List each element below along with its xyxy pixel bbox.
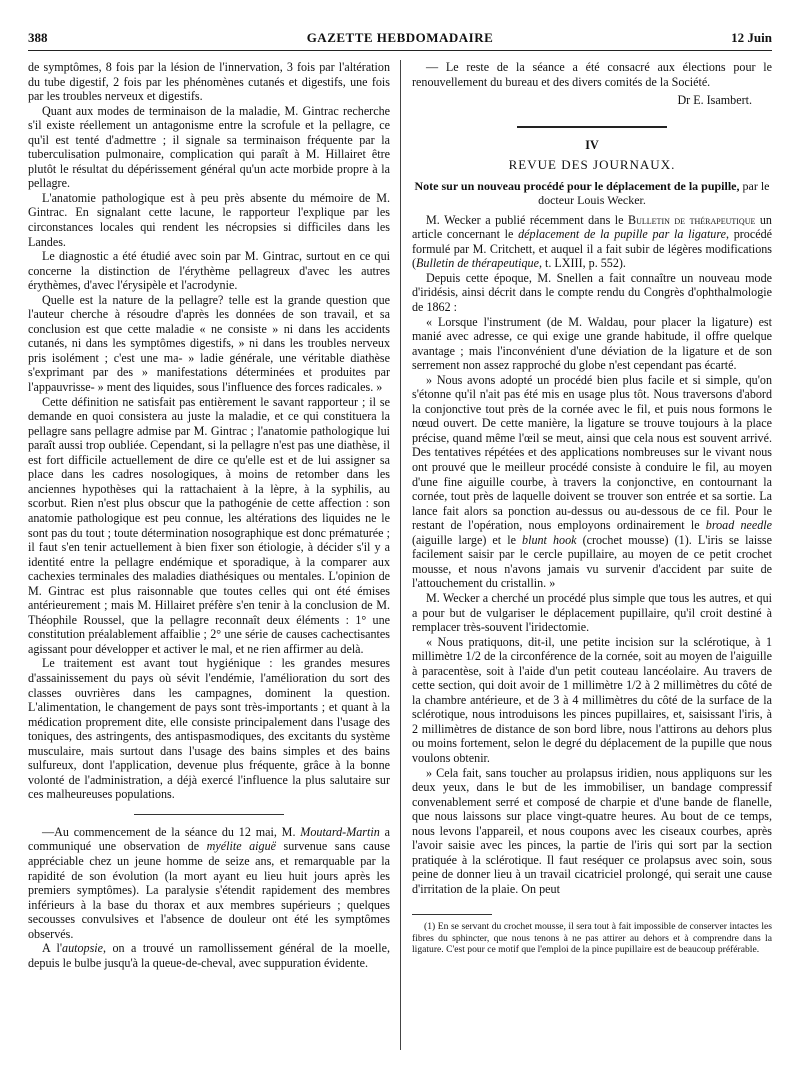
paragraph: L'anatomie pathologique est à peu près absente du mémoire de M. Gintrac. En signalant cette lacune, le rapporteur l'explique par les circonstances locales qui rendent les nécropsies si difficiles dans les Landes. (28, 190, 390, 249)
paragraph: — Le reste de la séance a été consacré aux élections pour le renouvellement du bureau et des divers comités de la Société. (412, 60, 772, 89)
signature: Dr E. Isambert. (677, 93, 752, 108)
paragraph: » Nous avons adopté un procédé bien plus facile et si simple, qu'on s'étonne qu'il n'ait pas été mis en usage plus tôt. Nous traversons d'abord la conjonctive tout près de la cornée avec le fil, et puis nous formons le nœud ouvert. De cette manière, la ligature se trouve toujours à la place précise, quand même l'œil se meut, ainsi que cela nous est souvent arrivé. Des tentatives répétées et des applications nombreuses sur le vivant nous ont prouvé que le meilleur procédé consiste à conduire le fil, au moyen d'une fine aiguille courbe, à travers la conjonctive, en contournant la cornée, tout près de laquelle doivent se trouver son entrée et sa sortie. La lance fait alors sa ponction au-dessus ou au-dessous de ce fil. Pour le restant de l'opération, nous employons ordinairement le broad needle (aiguille large) et le blunt hook (crochet mousse) (1). L'iris se laisse facilement saisir par le cercle pupillaire, au moyen de ce petit crochet mousse, et nous n'avons jamais vu survenir d'accident par suite de l'attouchement du cristallin. » (412, 372, 773, 591)
separator-rule (134, 814, 284, 815)
paragraph: « Lorsque l'instrument (de M. Waldau, pour placer la ligature) est manié avec adresse, ce qui exige une grande habitude, il offre quelque avantage ; mais l'inconvénient d'une déviation de la ligature et de son serrement non assez rapproché du globe n'est cependant pas écarté. (412, 314, 772, 373)
note-title: Note sur un nouveau procédé pour le déplacement de la pupille, par le docteur Louis Wecker. (414, 178, 770, 207)
section-rule (517, 126, 667, 128)
paragraph: Le traitement est avant tout hygiénique : les grandes mesures d'assainissement du pays où sévit l'endémie, l'amélioration du sort des classes ouvrières dans les campagnes, dominent la question. L'alimentation, le changement de pays sont très-importants ; et quant à la médication proprement dite, elle consiste principalement dans l'usage des toniques, des astringents, des antispasmodiques, des excitants du système musculaire, mais surtout dans l'usage des bains simples et des bains sulfureux, dont l'application, devenue plus fréquente, grâce à la bonne volonté de l'administration, a déjà exercé l'influence la plus salutaire sur ces malheureuses populations. (28, 656, 390, 802)
footnote (412, 921, 772, 955)
paragraph: Quant aux modes de terminaison de la maladie, M. Gintrac recherche s'il existe réellement un antagonisme entre la scrofule et la pellagre, ce qu'il est tenté d'admettre ; il signale sa terminaison fréquente par la tuberculisation pulmonaire, complication qui paraît à M. Hillairet être plutôt le résultat du dépérissement général qu'un acte morbide propre à la pellagre. (28, 103, 390, 191)
section-title: REVUE DES JOURNAUX. (508, 157, 676, 173)
paragraph: Cette définition ne satisfait pas entièrement le savant rapporteur ; il se demande en quoi consistera au juste la maladie, et ce qui constituera la pellagre sans pellagre admise par M. Gintrac ; l'anatomie pathologique lui paraît aussi trop oubliée. Cependant, si la pellagre n'est pas une diathèse, il est fort difficile actuellement de dire ce qu'elle est et de lui assigner sa place dans les cadres nosologiques, à moins de retomber dans les anciennes hypothèses qui la rattachaient à la lèpre, à la syphilis, au scorbut. Rien n'est plus obscur que la pathogénie de cette affection : son anatomie pathologique est peu connue, les altérations des liquides ne le sont pas du tout ; toute détermination nosographique est donc prématurée ; il faut s'en tenir actuellement à bien fixer son étiologie, à décider s'il y a identité entre la pellagre endémique et sporadique, à la comparer aux cachexies terminales des maladies diathésiques ou mentales. L'opinion de M. Gintrac est plus raisonnable que toutes celles qui ont été émises antérieurement ; mais M. Hillairet préfère s'en tenir à la conclusion de M. Théophile Roussel, que la pellagre reconnaît deux éléments : 1° une constitution préalablement affaiblie ; 2° une série de causes cachectisantes agissant pour développer et activer le mal, et ne rien affirmer au delà. (28, 394, 390, 656)
journal-title: GAZETTE HEBDOMADAIRE (306, 30, 494, 45)
paragraph-seance: —Au commencement de la séance du 12 mai, M. Moutard-Martin a communiqué une observation de myélite aiguë survenue sans cause appréciable chez un jeune homme de seize ans, et remarquable par la rapidité de son évolution (la mort ayant eu lieu huit jours après les premiers symptômes). La paralysie s'étendit rapidement des membres inférieurs à la base du thorax et aux membres supérieurs ; quelques secousses convulsives et l'absence de douleur ont été les symptômes observés. (28, 824, 390, 941)
paragraph: Le diagnostic a été étudié avec soin par M. Gintrac, surtout en ce qui concerne la distinction de l'érythème pellagreux d'avec les autres érythèmes, d'avec l'érysipèle et l'acrodynie. (28, 249, 390, 293)
header-date: 12 Juin (731, 30, 772, 45)
page-number: 388 (28, 30, 48, 45)
paragraph: Quelle est la nature de la pellagre? telle est la grande question que l'auteur cherche à résoudre d'après les données de son travail, et sa conclusion est que cette maladie « ne consiste » ni dans les accidents cutanés, ni dans les symptômes digestifs, » ni dans les troubles nerveux pris isolément ; c'est une ma- » ladie générale, une véritable diathèse s'exprimant par des » manifestations déterminées et produites par l'appauvrisse- » ment des liquides, sous l'influence des forces radicales. » (28, 292, 390, 395)
paragraph: de symptômes, 8 fois par la lésion de l'innervation, 3 fois par l'altération du tube digestif, 2 fois par les phénomènes cutanés et digestifs, une fois par les troubles nerveux et digestifs. (28, 60, 390, 104)
left-column (28, 60, 390, 970)
page-header (28, 28, 772, 48)
paragraph: Depuis cette époque, M. Snellen a fait connaître un nouveau mode d'iridésis, ainsi décrit dans le compte rendu du Congrès d'ophthalmologie de 1862 : (412, 270, 772, 315)
footnote-rule (412, 914, 492, 915)
paragraph: M. Wecker a cherché un procédé plus simple que tous les autres, et qui a pour but de vulgariser le déplacement pupillaire, qu'il croit destiné à remplacer très-souvent l'iridectomie. (412, 590, 772, 635)
header-rule (28, 50, 772, 51)
column-separator (400, 60, 401, 1050)
paragraph: » Cela fait, sans toucher au prolapsus iridien, nous appliquons sur les deux yeux, dans le but de les immobiliser, un bandage compressif convenablement serré et composé de charpie et d'une bande de flanelle, que nous laissons sur place vingt-quatre heures. Au bout de ce temps, nous levons l'appareil, et nous coupons avec les ciseaux courbes, après l'avoir saisie avec les pinces, la partie de l'iris qui sort par la section pratiquée à la sclérotique. Il faut reséquer ce prolapsus avec soin, sous peine de donner lieu à un travail cicatriciel prolongé, qui serait une cause d'irritation de la plaie. On peut (412, 765, 772, 896)
paragraph: M. Wecker a publié récemment dans le Bulletin de thérapeutique un article concernant le déplacement de la pupille par la ligature, procédé formulé par M. Critchett, et auquel il a fait subir de légères modifications (Bulletin de thérapeutique, t. LXIII, p. 552). (412, 212, 772, 271)
footnote-text: (1) En se servant du crochet mousse, il sera tout à fait impossible de conserver intactes les fibres du sphincter, que nous tenons à ne pas attirer au dehors et à comprendre dans la ligature. C'est pour ce motif que l'emploi de la pince pupillaire est de beaucoup préférable. (412, 921, 772, 956)
paragraph-autopsie: A l'autopsie, on a trouvé un ramollissement général de la moelle, depuis le bulbe jusqu'à la queue-de-cheval, avec suppuration évidente. (28, 941, 390, 970)
paragraph: « Nous pratiquons, dit-il, une petite incision sur la sclérotique, à 1 millimètre 1/2 de la circonférence de la cornée, soit au moyen de l'aiguille à paracentèse, soit à l'aide d'un petit couteau lancéolaire. Au travers de cette section, qui doit avoir de 1 millimètre 1/2 à 2 millimètres du côté de la chambre antérieure, et de 3 à 4 millimètres du côté de la surface de la sclérotique, nous introduisons les pinces pupillaires, et, saisissant l'iris, à 2 millimètres de distance de son bord libre, nous l'attirons au dehors plus ou moins fortement, selon le degré du déplacement de la pupille que nous voulons obtenir. (412, 634, 772, 765)
right-column (412, 60, 772, 955)
section-number: IV (585, 137, 599, 152)
